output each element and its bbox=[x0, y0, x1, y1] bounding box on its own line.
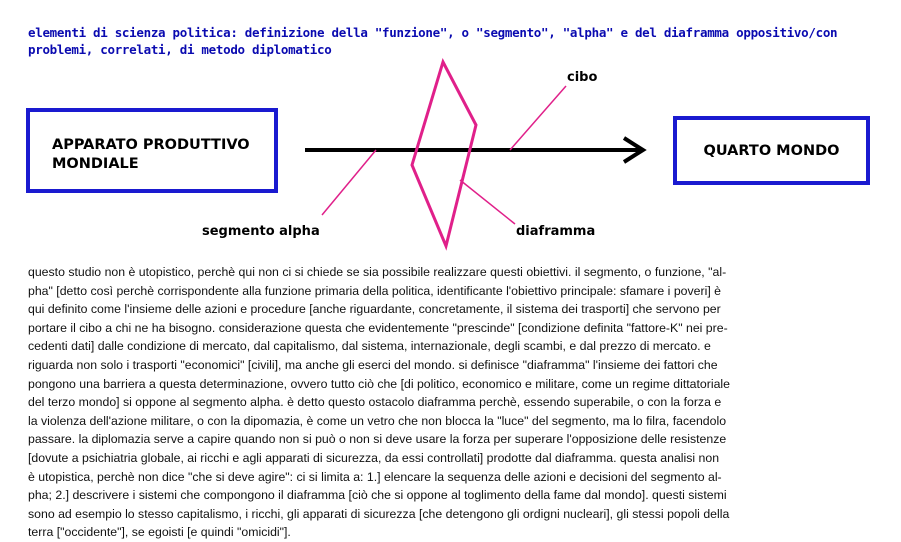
diaphragm-shape bbox=[412, 62, 476, 246]
body-line: qui definito come l'insieme delle azioni e procedure [anche riguardante, concretamente, il sistema dei trasporti] che servono per bbox=[28, 302, 721, 317]
label-cibo: cibo bbox=[567, 70, 598, 85]
body-line: portare il cibo a chi ne ha bisogno. considerazione questa che evidentemente "prescinde" [condizione definita "fattore-K" nei pre- bbox=[28, 320, 728, 335]
body-line: sono ad esempio lo stesso capitalismo, i ricchi, gli apparati di sicurezza [che detengono gli ordigni nucleari], gli stessi popoli della bbox=[28, 506, 730, 521]
segmento-alpha-pointer bbox=[322, 150, 376, 215]
body-line: è utopistica, perchè non dice "che si deve agire": ci si limita a: 1.] elencare la sequenza delle azioni e decisioni del segmento al- bbox=[28, 469, 722, 484]
box-label-line: MONDIALE bbox=[52, 156, 139, 172]
body-line: cedenti dati] dalle condizione di mercato, dal capitalismo, dal sistema, internazionale, degli scambi, e dal prezzo di mercato. e bbox=[28, 339, 711, 354]
body-line: terra ["occidente"], se egoisti [e quindi "omicidi"]. bbox=[28, 525, 291, 540]
quarto-mondo-box bbox=[673, 116, 870, 185]
body-text bbox=[28, 263, 730, 542]
box-label: QUARTO MONDO bbox=[703, 142, 840, 159]
body-line: [dovute a psichiatria globale, ai ricchi e agli apparati di sicurezza, da essi controllati] prodotte dal diaframma. questa analisi non bbox=[28, 450, 720, 465]
title-line: problemi, correlati, di metodo diplomatico bbox=[28, 42, 332, 57]
body-line: riguarda non solo i trasporti "economici" [civili], ma anche gli eserci del mondo. si definisce "diaframma" l'insieme dei fattori che bbox=[28, 357, 718, 372]
label-segmento-alpha: segmento alpha bbox=[202, 224, 320, 239]
body-line: pha" [detto così perchè corrispondente alla funzione primaria della politica, identificante l'obiettivo principale: sfamare i poveri] è bbox=[28, 283, 721, 298]
body-line: questo studio non è utopistico, perchè qui non ci si chiede se sia possibile realizzare questi obiettivi. il segmento, o funzione, "al- bbox=[28, 265, 727, 279]
body-line: pongono una barriera a questa determinazione, ovvero tutto ciò che [di politico, economico e militare, come un regime dittatoriale bbox=[28, 376, 730, 391]
label-diaframma: diaframma bbox=[516, 224, 596, 239]
body-line: del terzo mondo] si oppone al segmento alpha. è detto questo ostacolo diaframma perchè, essendo superabile, o con la forza e bbox=[28, 395, 722, 410]
cibo-pointer bbox=[510, 86, 566, 150]
title-line: elementi di scienza politica: definizione della "funzione", o "segmento", "alpha" e del diaframma oppositivo/con bbox=[28, 25, 838, 40]
box-label-line: APPARATO PRODUTTIVO bbox=[52, 137, 250, 153]
body-line: passare. la diplomazia serve a capire quando non si può o non si deve usare la forza per superare l'opposizione delle resistenze bbox=[28, 432, 727, 447]
body-line: pha; 2.] descrivere i sistemi che compongono il diaframma [ciò che si oppone al toglimento della fame dal mondo]. questi sistemi bbox=[28, 488, 727, 503]
diaframma-pointer bbox=[460, 180, 515, 224]
apparato-produttivo-box bbox=[26, 108, 278, 193]
body-line: la violenza dell'azione militare, o con la dipomazia, è come un vetro che non blocca la "luce" del segmento, ma lo filra, facendolo bbox=[28, 413, 727, 428]
